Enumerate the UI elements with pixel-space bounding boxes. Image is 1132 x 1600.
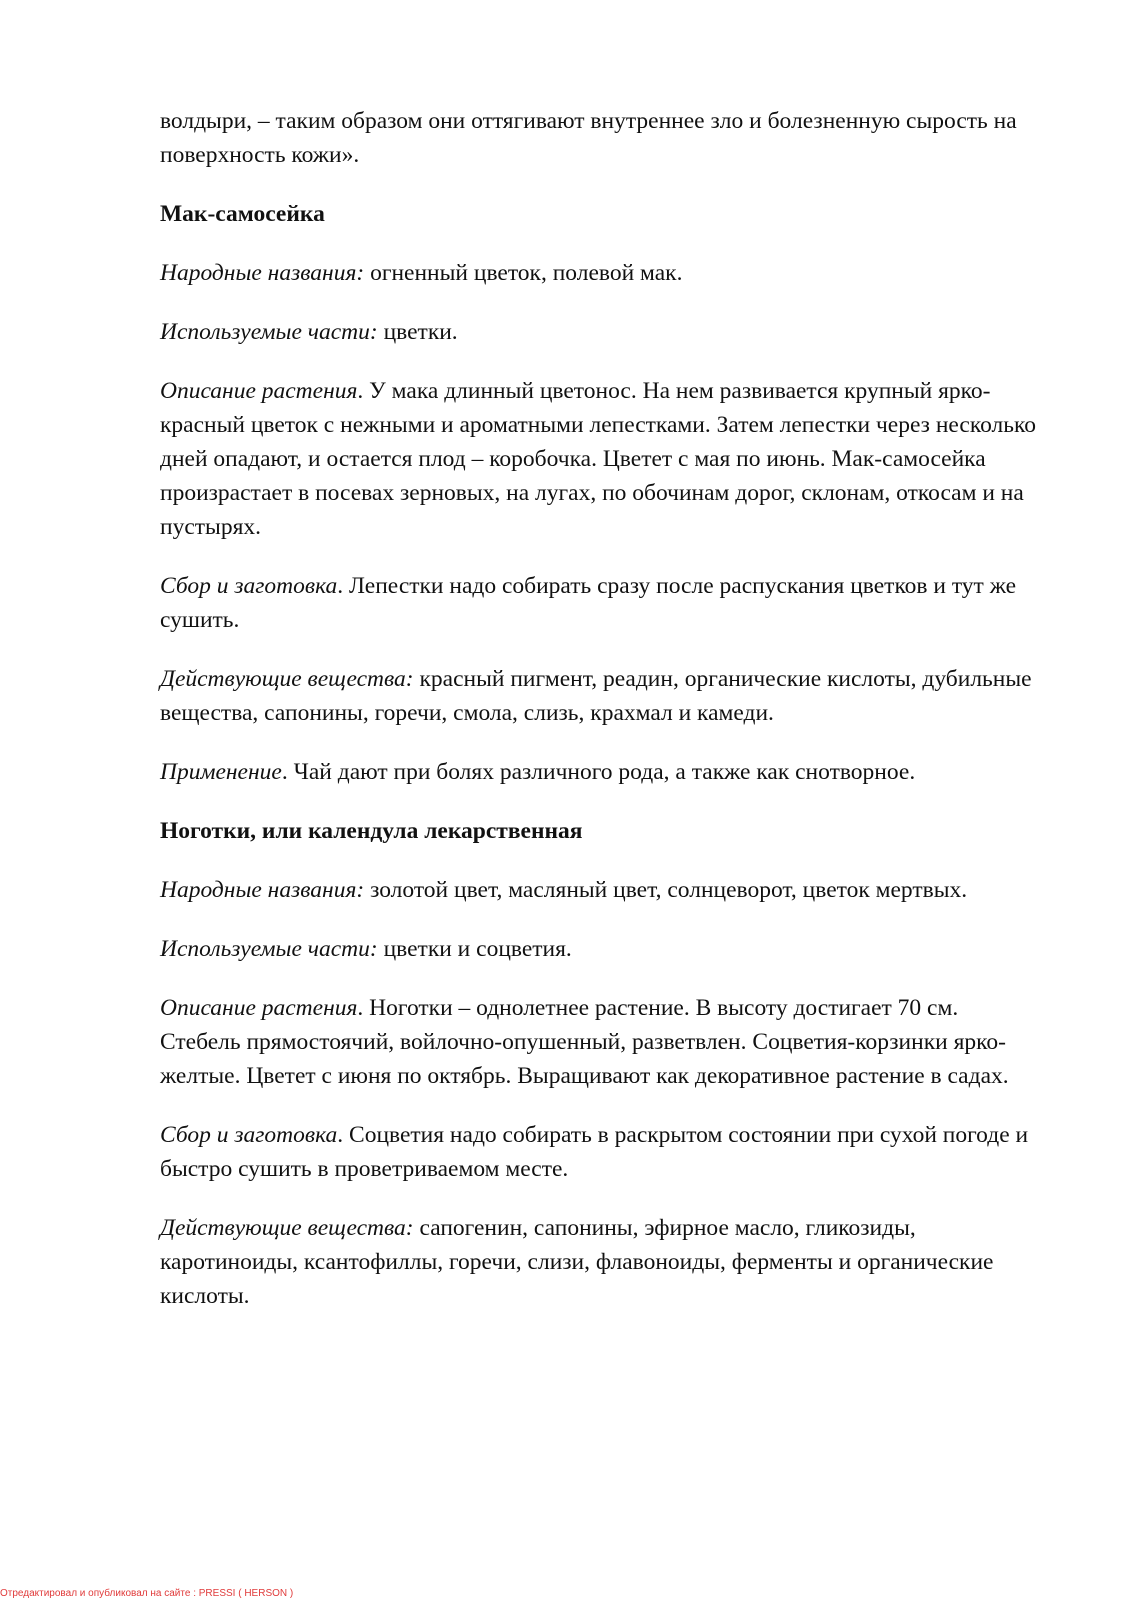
poppy-description bbox=[160, 374, 1040, 544]
paragraph-label: Описание растения bbox=[160, 995, 358, 1021]
page-content bbox=[160, 104, 1040, 1338]
calendula-used-parts bbox=[160, 932, 1040, 966]
calendula-description bbox=[160, 991, 1040, 1093]
poppy-active-substances bbox=[160, 662, 1040, 730]
paragraph-text: . Ноготки – однолетнее растение. В высоту достигает 70 см. Стебель прямостоячий, войлочно-опушенный, разветвлен. Соцветия-корзинки ярко-желтые. Цветет с июня по октябрь. Выращивают как декоративное растение в садах. bbox=[160, 995, 1009, 1089]
paragraph-label: Сбор и заготовка bbox=[160, 573, 338, 599]
poppy-harvesting bbox=[160, 569, 1040, 637]
calendula-folk-names bbox=[160, 873, 1040, 907]
paragraph-label: Народные названия: bbox=[160, 260, 365, 286]
poppy-used-parts bbox=[160, 315, 1040, 349]
paragraph-label: Сбор и заготовка bbox=[160, 1122, 338, 1148]
section-title-calendula: Ноготки, или календула лекарственная bbox=[160, 818, 583, 844]
paragraph-text: . Лепестки надо собирать сразу после распускания цветков и тут же сушить. bbox=[160, 573, 1017, 633]
paragraph-label: Описание растения bbox=[160, 378, 358, 404]
paragraph-text: золотой цвет, масляный цвет, солнцеворот, цветок мертвых. bbox=[364, 877, 968, 903]
paragraph-text: . Чай дают при болях различного рода, а также как снотворное. bbox=[281, 759, 916, 785]
paragraph-text: . У мака длинный цветонос. На нем развивается крупный ярко-красный цветок с нежными и ароматными лепестками. Затем лепестки через несколько дней опадают, и остается плод – коробочка. Цветет с мая по июнь. Мак-самосейка произрастает в посевах зерновых, на лугах, по обочинам дорог, склонам, откосам и на пустырях. bbox=[160, 378, 1036, 540]
paragraph-label: Народные названия: bbox=[160, 877, 365, 903]
paragraph-label: Действующие вещества: bbox=[160, 666, 414, 692]
paragraph-label: Используемые части: bbox=[160, 319, 378, 345]
section-title-poppy: Мак-самосейка bbox=[160, 201, 325, 227]
paragraph-label: Используемые части: bbox=[160, 936, 378, 962]
paragraph-text: красный пигмент, реадин, органические кислоты, дубильные вещества, сапонины, горечи, смола, слизь, крахмал и камеди. bbox=[160, 666, 1032, 726]
calendula-harvesting bbox=[160, 1118, 1040, 1186]
poppy-folk-names bbox=[160, 256, 1040, 290]
intro-paragraph: волдыри, – таким образом они оттягивают внутреннее зло и болезненную сырость на поверхность кожи». bbox=[160, 108, 1017, 168]
paragraph-text: цветки. bbox=[377, 319, 458, 345]
publisher-footer-link[interactable]: Отредактировал и опубликовал на сайте : PRESSI ( HERSON ) bbox=[0, 1588, 294, 1599]
paragraph-text: цветки и соцветия. bbox=[377, 936, 572, 962]
paragraph-text: . Соцветия надо собирать в раскрытом состоянии при сухой погоде и быстро сушить в проветриваемом месте. bbox=[160, 1122, 1029, 1182]
calendula-active-substances bbox=[160, 1211, 1040, 1313]
paragraph-text: огненный цветок, полевой мак. bbox=[364, 260, 683, 286]
poppy-application bbox=[160, 755, 1040, 789]
paragraph-label: Применение bbox=[160, 759, 282, 785]
paragraph-text: сапогенин, сапонины, эфирное масло, гликозиды, каротиноиды, ксантофиллы, горечи, слизи, флавоноиды, ферменты и органические кислоты. bbox=[160, 1215, 994, 1309]
paragraph-label: Действующие вещества: bbox=[160, 1215, 414, 1241]
